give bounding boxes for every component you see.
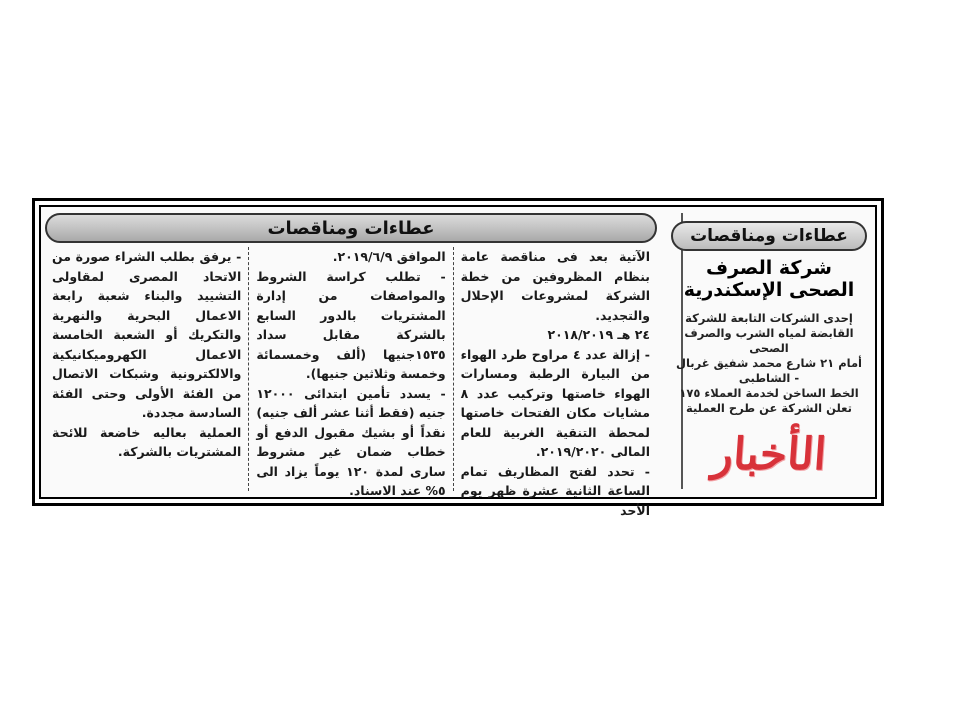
newspaper-logo [673,423,865,485]
paragraph: الآتية بعد فى مناقصة عامة بنظام المظروفين من خطة الشركة لمشروعات الإحلال والتجديد. [460,249,650,323]
advertiser-banner: عطاءات ومناقصات [671,221,867,251]
paragraph: ٢٤ هـ ٢٠١٨/٢٠١٩ [547,327,650,342]
columns-banner: عطاءات ومناقصات [45,213,657,243]
text-column-1 [454,247,657,518]
logo-text: الأخبار [710,428,828,480]
advertiser-block [671,221,867,489]
intro-line: أمام ٢١ شارع محمد شفيق غربال [675,356,862,370]
tender-text-columns [45,247,657,518]
paragraph: - تحدد لفتح المظاريف تمام الساعة الثانية عشرة ظهر يوم الأحد [460,463,650,518]
intro-line: إحدى الشركات التابعة للشركة [685,311,853,325]
paragraph: - يسدد تأمين ابتدائى ١٢٠٠٠ جنيه (فقط أثنا عشر ألف جنيه) نقداً أو بشيك مقبول الدفع أو خطاب ضمان غير مشروط سارى لمدة ١٢٠ يوماً يزاد الى ٥% عند الاسناد. [256,385,446,498]
text-column-3 [45,247,249,491]
advertisement-inner-frame [39,205,877,518]
intro-line: القابضة لمياه الشرب والصرف الصحى [684,326,854,355]
intro-line: - الشاطبى [738,371,800,385]
paragraph: الموافق ٢٠١٩/٦/٩. [332,249,446,264]
advertisement-frame [32,198,884,518]
paragraph: - يرفق بطلب الشراء صورة من الاتحاد المصرى لمقاولى التشييد والبناء شعبة رابعة الاعمال البحرية والنهرية والتكريك أو الشعبة الخامسة الاعمال الكهروميكانيكية والالكترونية وشبكات الاتصال من الفئة الأولى وحتى الفئة السادسة مجددة. [52,249,242,420]
paragraph: العملية بعاليه خاضعة للائحة المشتريات بالشركة. [52,424,242,459]
text-column-2 [249,247,453,498]
paragraph: - إزالة عدد ٤ مراوح طرد الهواء من البيارة الرطبة ومسارات الهواء خاصتها وتركيب عدد ٨ مشايات مكان الفتحات خاصتها لمحطة التنقية الغربية للعام المالى ٢٠١٩/٢٠٢٠. [460,346,650,459]
intro-line: تعلن الشركة عن طرح العملية [686,401,852,415]
advertiser-intro [671,311,867,416]
intro-line: الخط الساخن لخدمة العملاء ١٧٥ [679,386,859,400]
paragraph: - تطلب كراسة الشروط والمواصفات من إدارة المشتريات بالدور السابع بالشركة مقابل سداد ١٥٣٥جنيها (ألف وخمسمائة وخمسة وثلاثين جنيها). [256,268,446,381]
company-name: شركة الصرف الصحى الإسكندرية [683,257,855,301]
